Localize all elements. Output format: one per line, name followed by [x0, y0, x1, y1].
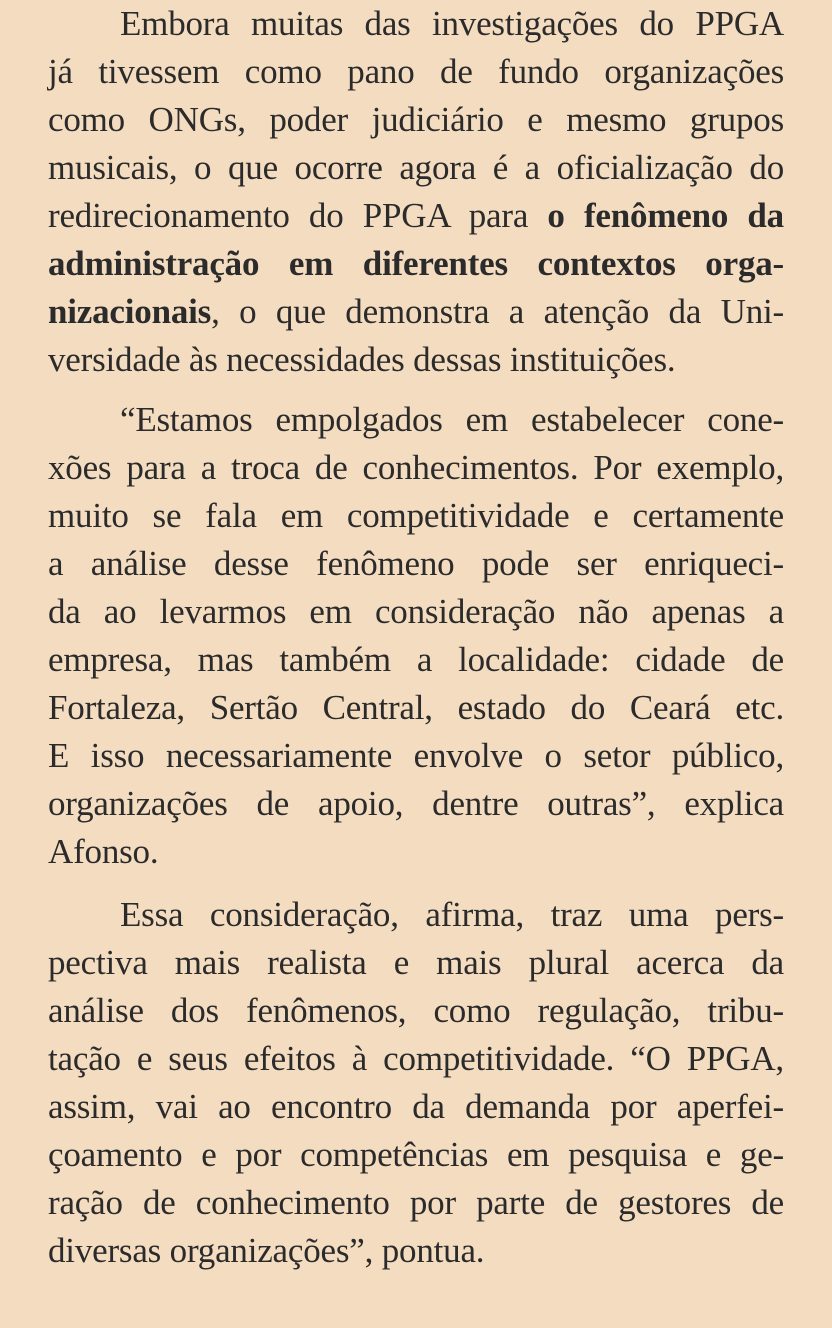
text-line: análise dos fenômenos, como regulação, tribu-	[48, 991, 784, 1030]
text-line: tação e seus efeitos à competitividade. “O PPGA,	[48, 1039, 784, 1078]
text-line: E isso necessariamente envolve o setor público,	[48, 736, 784, 775]
text-line: Embora muitas das investigações do PPGA	[120, 4, 784, 43]
text-line: Essa consideração, afirma, traz uma pers-	[120, 895, 784, 934]
text-line: çoamento e por competências em pesquisa e ge-	[48, 1135, 784, 1174]
text-line: versidade às necessidades dessas instituições.	[48, 340, 676, 379]
text-line: redirecionamento do PPGA para o fenômeno da	[48, 196, 784, 235]
emphasis-text: o fenômeno da	[547, 196, 784, 235]
text-line: pectiva mais realista e mais plural acerca da	[48, 943, 784, 982]
text-line: musicais, o que ocorre agora é a oficialização do	[48, 148, 784, 187]
text-line: nizacionais, o que demonstra a atenção da Uni-	[48, 292, 784, 331]
text-line	[48, 240, 784, 288]
text-line: a análise desse fenômeno pode ser enriqueci-	[48, 544, 784, 583]
text-line: “Estamos empolgados em estabelecer cone-	[120, 400, 784, 439]
text-line: Afonso.	[48, 832, 159, 871]
text-line: como ONGs, poder judiciário e mesmo grupos	[48, 100, 784, 139]
text-line: já tivessem como pano de fundo organizações	[48, 52, 784, 91]
emphasis-text: administração em diferentes contextos orga-	[48, 244, 784, 283]
text-line: empresa, mas também a localidade: cidade de	[48, 640, 784, 679]
text-line: xões para a troca de conhecimentos. Por exemplo,	[48, 448, 784, 487]
text-line: da ao levarmos em consideração não apenas a	[48, 592, 784, 631]
text-line: assim, vai ao encontro da demanda por aperfei-	[48, 1087, 784, 1126]
text-line: Fortaleza, Sertão Central, estado do Ceará etc.	[48, 688, 784, 727]
text-line: organizações de apoio, dentre outras”, explica	[48, 784, 784, 823]
emphasis-text: nizacionais	[48, 292, 212, 331]
text-line: diversas organizações”, pontua.	[48, 1231, 485, 1270]
text-line: muito se fala em competitividade e certamente	[48, 496, 784, 535]
text-line: ração de conhecimento por parte de gestores de	[48, 1183, 784, 1222]
